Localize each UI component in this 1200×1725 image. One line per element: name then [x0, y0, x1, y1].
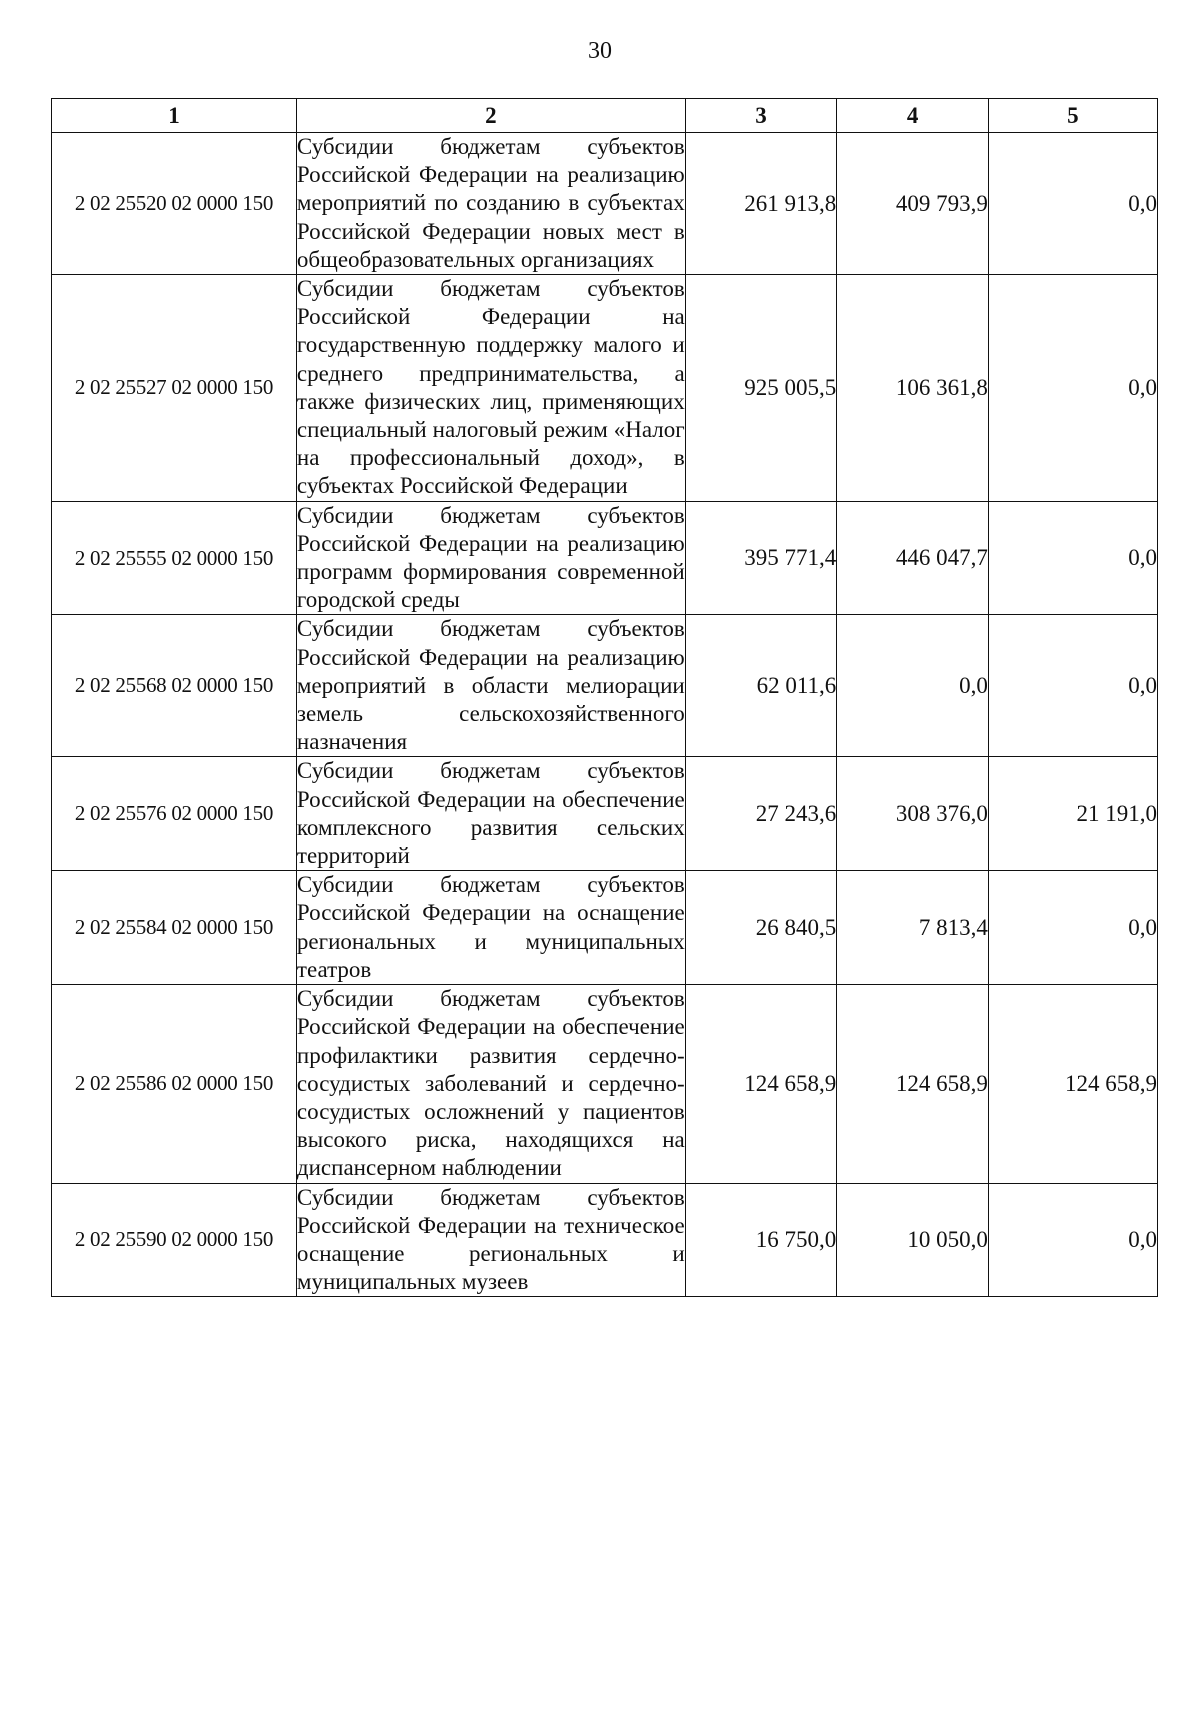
budget-code: 2 02 25576 02 0000 150: [52, 757, 297, 871]
budget-code: 2 02 25586 02 0000 150: [52, 985, 297, 1183]
budget-code: 2 02 25520 02 0000 150: [52, 133, 297, 275]
value-col3: 124 658,9: [685, 985, 837, 1183]
description: Субсидии бюджетам субъектов Российской Федерации на реализацию мероприятий по созданию в субъектах Российской Федерации новых мест в общеобразовательных организациях: [296, 133, 685, 275]
value-col5: 0,0: [988, 501, 1157, 615]
page-number: 30: [588, 38, 612, 64]
value-col3: 26 840,5: [685, 871, 837, 985]
column-header-5: 5: [988, 99, 1157, 133]
table-row: [52, 133, 1158, 275]
value-col5: 21 191,0: [988, 757, 1157, 871]
table-row: [52, 615, 1158, 757]
budget-code: 2 02 25568 02 0000 150: [52, 615, 297, 757]
column-header-4: 4: [837, 99, 989, 133]
value-col4: 0,0: [837, 615, 989, 757]
value-col3: 261 913,8: [685, 133, 837, 275]
value-col5: 0,0: [988, 615, 1157, 757]
description: Субсидии бюджетам субъектов Российской Федерации на оснащение региональных и муниципальных театров: [296, 871, 685, 985]
value-col4: 124 658,9: [837, 985, 989, 1183]
value-col3: 62 011,6: [685, 615, 837, 757]
value-col5: 0,0: [988, 275, 1157, 502]
value-col4: 308 376,0: [837, 757, 989, 871]
table-row: [52, 871, 1158, 985]
column-header-2: 2: [296, 99, 685, 133]
value-col3: 27 243,6: [685, 757, 837, 871]
value-col4: 409 793,9: [837, 133, 989, 275]
column-header-3: 3: [685, 99, 837, 133]
budget-code: 2 02 25527 02 0000 150: [52, 275, 297, 502]
value-col3: 16 750,0: [685, 1183, 837, 1297]
budget-code: 2 02 25590 02 0000 150: [52, 1183, 297, 1297]
value-col4: 7 813,4: [837, 871, 989, 985]
value-col5: 124 658,9: [988, 985, 1157, 1183]
value-col3: 395 771,4: [685, 501, 837, 615]
description: Субсидии бюджетам субъектов Российской Федерации на обеспечение профилактики развития сердечно-сосудистых заболеваний и сердечно-сосудистых осложнений у пациентов высокого риска, находящихся на диспансерном наблюдении: [296, 985, 685, 1183]
column-header-1: 1: [52, 99, 297, 133]
value-col3: 925 005,5: [685, 275, 837, 502]
budget-code: 2 02 25584 02 0000 150: [52, 871, 297, 985]
value-col5: 0,0: [988, 133, 1157, 275]
table-row: [52, 985, 1158, 1183]
table-row: [52, 275, 1158, 502]
description: Субсидии бюджетам субъектов Российской Федерации на реализацию программ формирования современной городской среды: [296, 501, 685, 615]
description: Субсидии бюджетам субъектов Российской Федерации на реализацию мероприятий в области мелиорации земель сельскохозяйственного назначения: [296, 615, 685, 757]
value-col4: 446 047,7: [837, 501, 989, 615]
description: Субсидии бюджетам субъектов Российской Федерации на обеспечение комплексного развития сельских территорий: [296, 757, 685, 871]
table-row: [52, 501, 1158, 615]
description: Субсидии бюджетам субъектов Российской Федерации на государственную поддержку малого и среднего предпринимательства, а также физических лиц, применяющих специальный налоговый режим «Налог на профессиональный доход», в субъектах Российской Федерации: [296, 275, 685, 502]
budget-code: 2 02 25555 02 0000 150: [52, 501, 297, 615]
header-row: [52, 99, 1158, 133]
value-col5: 0,0: [988, 1183, 1157, 1297]
budget-table: [51, 98, 1158, 1297]
value-col5: 0,0: [988, 871, 1157, 985]
value-col4: 10 050,0: [837, 1183, 989, 1297]
value-col4: 106 361,8: [837, 275, 989, 502]
table-row: [52, 1183, 1158, 1297]
table-row: [52, 757, 1158, 871]
description: Субсидии бюджетам субъектов Российской Федерации на техническое оснащение региональных и муниципальных музеев: [296, 1183, 685, 1297]
